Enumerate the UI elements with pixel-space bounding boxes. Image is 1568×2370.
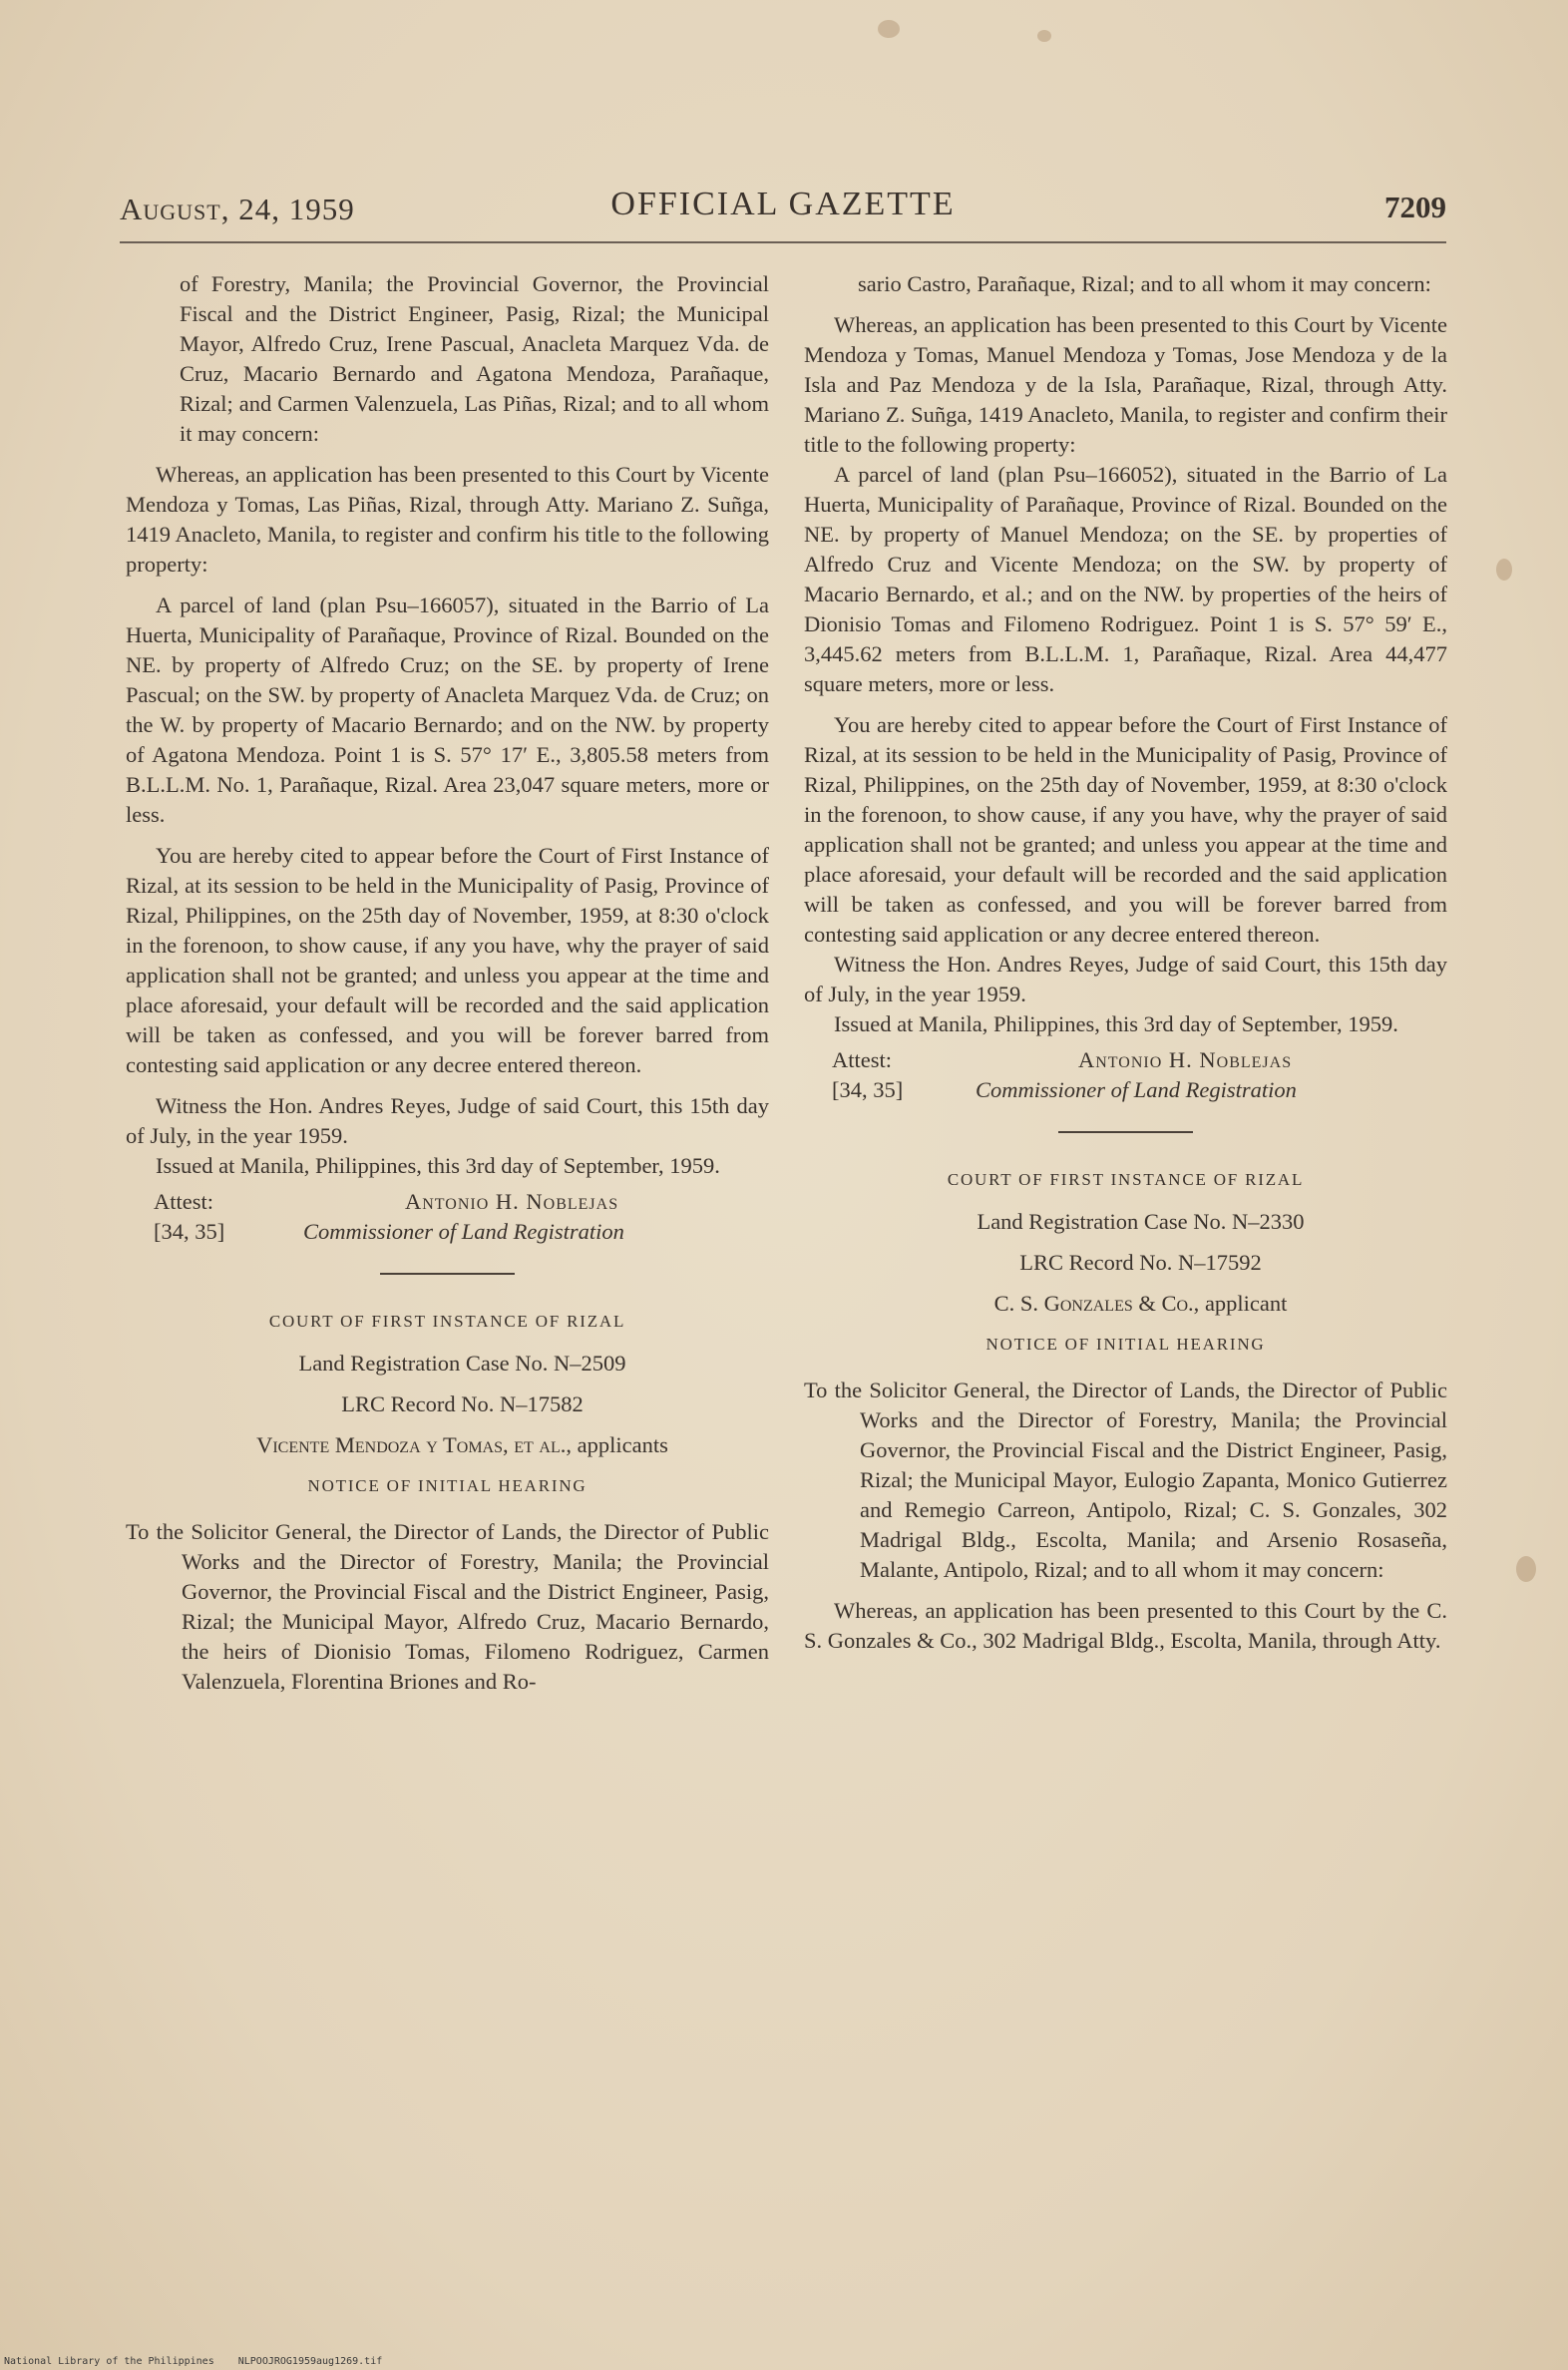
applicant-name: C. S. Gonzales & Co.,	[993, 1291, 1200, 1316]
right-column	[804, 269, 1447, 1667]
citation-paragraph: You are hereby cited to appear before the Court of First Instance of Rizal, at its session to be held in the Municipality of Pasig, Province of Rizal, Philippines, on the 25th day of November, 1959, at 8:30 o'clock in the forenoon, to show cause, if any you have, why the prayer of said application shall not be granted; and unless you appear at the time and place aforesaid, your default will be recorded and the said application will be taken as confessed, and you will be forever barred from contesting said application or any decree entered thereon.	[126, 843, 769, 1077]
notice-heading: NOTICE OF INITIAL HEARING	[307, 1476, 588, 1495]
case-number: Land Registration Case No. N–2509	[298, 1351, 626, 1376]
attestation	[126, 1187, 769, 1249]
record-number: LRC Record No. N–17582	[341, 1391, 584, 1416]
attest-label: Attest:	[832, 1047, 892, 1072]
library-credit: National Library of the Philippines	[4, 2356, 214, 2367]
applicant-name: Vicente Mendoza y Tomas, et al.,	[256, 1432, 573, 1457]
witness-paragraph: Witness the Hon. Andres Reyes, Judge of said Court, this 15th day of July, in the year 1959.	[804, 952, 1447, 1006]
addressee-paragraph: To the Solicitor General, the Director of Lands, the Director of Public Works and the Director of Forestry, Manila; the Provincial Governor, the Provincial Fiscal and the District Engineer, Pasig, Rizal; the Municipal Mayor, Eulogio Zapanta, Monico Gutierrez and Remegio Carreon, Antipolo, Rizal; C. S. Gonzales, 302 Madrigal Bldg., Escolta, Manila; and Arsenio Rosaseña, Malante, Antipolo, Rizal; and to all whom it may concern:	[804, 1378, 1447, 1582]
record-number: LRC Record No. N–17592	[1019, 1250, 1262, 1275]
section-divider	[1058, 1131, 1193, 1133]
whereas-paragraph: Whereas, an application has been presented to this Court by Vicente Mendoza y Tomas, Manuel Mendoza y Tomas, Jose Mendoza y de la Isla and Paz Mendoza y de la Isla, Parañaque, Rizal, through Atty. Mariano Z. Suñga, 1419 Anacleto, Manila, to register and confirm their title to the following property:	[804, 312, 1447, 457]
foxing-spot	[878, 20, 900, 38]
scan-filename: NLPOOJROG1959aug1269.tif	[237, 2356, 383, 2367]
issued-paragraph: Issued at Manila, Philippines, this 3rd day of September, 1959.	[834, 1011, 1398, 1036]
court-heading: COURT OF FIRST INSTANCE OF RIZAL	[268, 1312, 626, 1331]
addressee-paragraph: To the Solicitor General, the Director of Lands, the Director of Public Works and the Director of Forestry, Manila; the Provincial Governor, the Provincial Fiscal and the District Engineer, Pasig, Rizal; the Municipal Mayor, Alfredo Cruz, Macario Bernardo, the heirs of Dionisio Tomas, Filomeno Rodriguez, Carmen Valenzuela, Florentina Briones and Ro-	[126, 1519, 769, 1694]
whereas-paragraph: Whereas, an application has been presented to this Court by the C. S. Gonzales & Co., 302 Madrigal Bldg., Escolta, Manila, through Atty.	[804, 1598, 1447, 1653]
notice-heading: NOTICE OF INITIAL HEARING	[985, 1335, 1266, 1354]
issue-date: August, 24, 1959	[120, 192, 355, 226]
attest-reference: [34, 35]	[154, 1219, 225, 1244]
applicant-line	[126, 1430, 769, 1460]
parcel-description: A parcel of land (plan Psu–166057), situated in the Barrio of La Huerta, Municipality of Parañaque, Province of Rizal. Bounded on the NE. by property of Alfredo Cruz; on the SE. by property of Irene Pascual; on the SW. by property of Anacleta Marquez Vda. de Cruz; on the W. by property of Macario Bernardo; and on the NW. by property of Agatona Mendoza. Point 1 is S. 57° 17′ E., 3,805.58 meters from B.L.L.M. No. 1, Parañaque, Rizal. Area 23,047 square meters, more or less.	[126, 592, 769, 827]
attest-role: Commissioner of Land Registration	[976, 1077, 1297, 1102]
page-number: 7209	[1384, 190, 1446, 224]
issued-paragraph: Issued at Manila, Philippines, this 3rd day of September, 1959.	[156, 1153, 720, 1178]
foxing-spot	[1516, 1556, 1536, 1582]
publication-title: OFFICIAL GAZETTE	[610, 186, 956, 222]
parcel-description: A parcel of land (plan Psu–166052), situated in the Barrio of La Huerta, Municipality of Parañaque, Province of Rizal. Bounded on the NE. by property of Manuel Mendoza; on the SE. by properties of Alfredo Cruz and Vicente Mendoza; on the SW. by property of Macario Bernardo, et al.; and on the NW. by properties of the heirs of Dionisio Tomas and Filomeno Rodriguez. Point 1 is S. 57° 59′ E., 3,445.62 meters from B.L.L.M. 1, Parañaque, Rizal. Area 44,477 square meters, more or less.	[804, 462, 1447, 696]
foxing-spot	[1037, 30, 1051, 42]
applicant-suffix: applicant	[1204, 1291, 1288, 1316]
attest-signatory: Antonio H. Noblejas	[405, 1189, 619, 1214]
continued-address: sario Castro, Parañaque, Rizal; and to all whom it may concern:	[858, 271, 1431, 296]
witness-paragraph: Witness the Hon. Andres Reyes, Judge of said Court, this 15th day of July, in the year 1959.	[126, 1093, 769, 1148]
section-divider	[380, 1273, 515, 1275]
attestation	[804, 1045, 1447, 1107]
attest-signatory: Antonio H. Noblejas	[1078, 1047, 1293, 1072]
citation-paragraph: You are hereby cited to appear before the Court of First Instance of Rizal, at its session to be held in the Municipality of Pasig, Province of Rizal, Philippines, on the 25th day of November, 1959, at 8:30 o'clock in the forenoon, to show cause, if any you have, why the prayer of said application shall not be granted; and unless you appear at the time and place aforesaid, your default will be recorded and the said application will be taken as confessed, and you will be forever barred from contesting said application or any decree entered thereon.	[804, 712, 1447, 947]
case-number: Land Registration Case No. N–2330	[977, 1209, 1305, 1234]
scan-footer	[4, 2356, 400, 2367]
whereas-paragraph: Whereas, an application has been presented to this Court by Vicente Mendoza y Tomas, Las Piñas, Rizal, through Atty. Mariano Z. Suñga, 1419 Anacleto, Manila, to register and confirm his title to the following property:	[126, 462, 769, 577]
left-column	[126, 269, 769, 1708]
attest-reference: [34, 35]	[832, 1077, 904, 1102]
attest-role: Commissioner of Land Registration	[303, 1219, 624, 1244]
foxing-spot	[1496, 559, 1512, 581]
header-rule	[120, 241, 1446, 243]
continued-address: of Forestry, Manila; the Provincial Governor, the Provincial Fiscal and the District Engineer, Pasig, Rizal; the Municipal Mayor, Alfredo Cruz, Irene Pascual, Anacleta Marquez Vda. de Cruz, Macario Bernardo and Agatona Mendoza, Parañaque, Rizal; and Carmen Valenzuela, Las Piñas, Rizal; and to all whom it may concern:	[180, 271, 769, 446]
applicant-suffix: applicants	[577, 1432, 668, 1457]
page-header	[120, 186, 1446, 237]
court-heading: COURT OF FIRST INSTANCE OF RIZAL	[947, 1170, 1305, 1189]
attest-label: Attest:	[154, 1189, 213, 1214]
applicant-line	[804, 1289, 1447, 1319]
